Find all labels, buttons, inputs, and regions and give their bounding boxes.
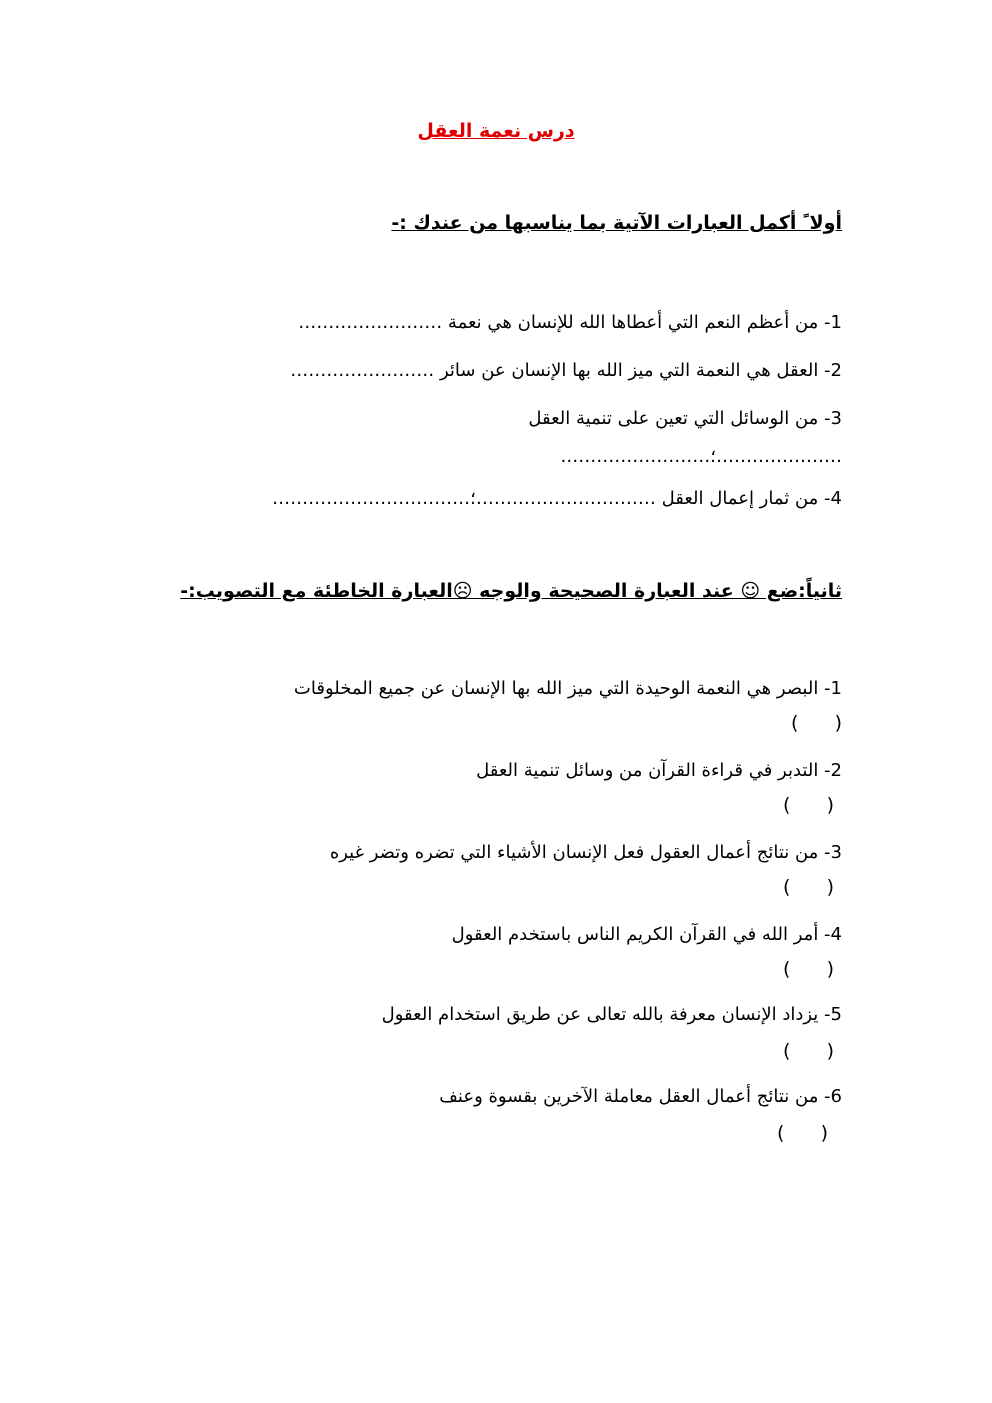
- tf-item-5: 5- يزداد الإنسان معرفة بالله تعالى عن طريق استخدام العقول: [381, 1004, 842, 1025]
- tf-item-4: 4- أمر الله في القرآن الكريم الناس باستخدم العقول: [451, 924, 842, 945]
- fill-item-text: 4- من ثمار إعمال العقل: [661, 488, 842, 509]
- tf-item-2: 2- التدبر في قراءة القرآن من وسائل تنمية العقل: [476, 760, 842, 781]
- page-title: درس نعمة العقل: [417, 120, 575, 142]
- fill-item-text: 1- من أعظم النعم التي أعطاها الله للإنسان هي نعمة: [447, 312, 842, 333]
- fill-item-4: [272, 488, 842, 509]
- fill-blank: ……………………: [290, 360, 435, 381]
- answer-parentheses: ( ): [782, 1040, 834, 1062]
- fill-item-1: [298, 312, 842, 333]
- tf-item-1: 1- البصر هي النعمة الوحيدة التي ميز الله بها الإنسان عن جميع المخلوقات: [293, 678, 842, 699]
- section2-heading: ثانياً:ضع ☺ عند العبارة الصحيحة والوجه ☹العبارة الخاطئة مع التصويب:-: [180, 580, 842, 602]
- tf-item-6: 6- من نتائج أعمال العقل معاملة الآخرين بقسوة وعنف: [439, 1086, 842, 1107]
- answer-parentheses: ( ): [782, 876, 834, 898]
- fill-item-3: [528, 408, 842, 429]
- section1-heading: أولا ً أكمل العبارات الآتية بما يناسبها من عندك :-: [391, 212, 842, 234]
- fill-blank-3: …………………؛…………………….: [560, 446, 842, 467]
- fill-blank: …………………………؛……………………………: [272, 488, 656, 509]
- answer-parentheses: ( ): [782, 794, 834, 816]
- fill-item-text: 2- العقل هي النعمة التي ميز الله بها الإنسان عن سائر: [439, 360, 842, 381]
- fill-blank: ……………………: [298, 312, 443, 333]
- answer-parentheses: ( ): [790, 712, 842, 734]
- answer-parentheses: ( ): [776, 1122, 828, 1144]
- fill-item-text: 3- من الوسائل التي تعين على تنمية العقل: [528, 408, 842, 429]
- answer-parentheses: ( ): [782, 958, 834, 980]
- tf-item-3: 3- من نتائج أعمال العقول فعل الإنسان الأشياء التي تضره وتضر غيره: [329, 842, 842, 863]
- fill-item-2: [290, 360, 842, 381]
